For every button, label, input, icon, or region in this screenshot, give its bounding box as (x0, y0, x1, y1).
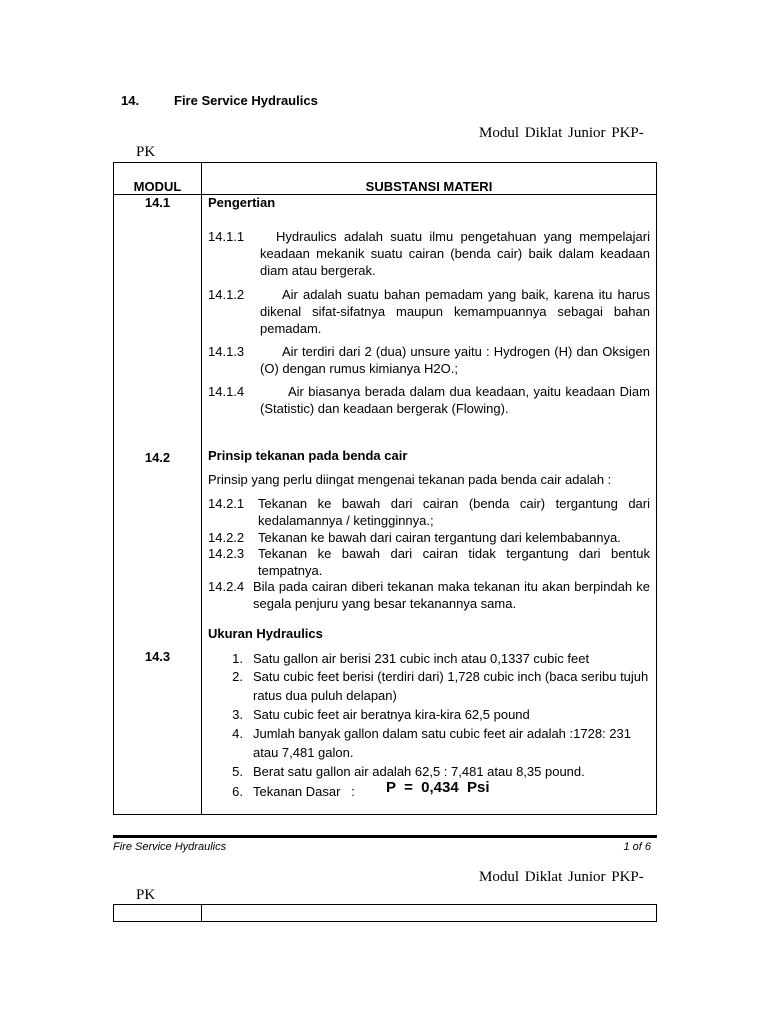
list-text: Satu cubic feet air beratnya kira-kira 62,5 pound (253, 707, 530, 722)
list-number: 2. (232, 669, 243, 684)
item-14-2-1 (208, 495, 650, 529)
list-number: 5. (232, 764, 243, 779)
item-number: 14.2.4 (208, 579, 245, 594)
section-number: 14. (121, 93, 140, 108)
item-text: Tekanan ke bawah dari cairan tergantung dari kelembabannya. (258, 530, 621, 545)
list-item (228, 649, 653, 668)
table-border-top (113, 162, 657, 163)
list-text: Satu cubic feet berisi (terdiri dari) 1,728 cubic inch (baca seribu tujuh ratus dua puluh delapan) (253, 669, 649, 703)
module-number-14-1: 14.1 (144, 195, 171, 210)
item-text: Hydraulics adalah suatu ilmu pengetahuan yang mempelajari keadaan mekanik suatu cairan (benda cair) baik dalam keadaan diam atau bergerak. (260, 229, 650, 278)
item-number: 14.1.4 (208, 384, 245, 399)
list-item (228, 705, 653, 724)
item-number: 14.1.1 (208, 229, 245, 244)
item-number: 14.1.2 (208, 287, 245, 302)
item-text: Tekanan ke bawah dari cairan (benda cair) tergantung dari kedalamannya / ketingginnya.; (258, 496, 650, 528)
next-table-divider (201, 905, 202, 921)
table-column-divider (201, 162, 202, 815)
item-text: Air terdiri dari 2 (dua) unsure yaitu : Hydrogen (H) dan Oksigen (O) dengan rumus kimianya H2O.; (260, 344, 650, 376)
heading-prinsip-tekanan: Prinsip tekanan pada benda cair (208, 448, 408, 463)
list-number: 3. (232, 707, 243, 722)
table-border-left (113, 162, 114, 815)
item-number: 14.2.1 (208, 496, 245, 511)
running-head-cont: PK (136, 144, 156, 160)
list-item (228, 667, 653, 705)
list-number: 1. (232, 651, 243, 666)
list-number: 6. (232, 784, 243, 799)
section-title: Fire Service Hydraulics (174, 93, 318, 108)
list-text: Satu gallon air berisi 231 cubic inch atau 0,1337 cubic feet (253, 651, 590, 666)
table-border-bottom (113, 814, 657, 815)
item-number: 14.1.3 (208, 344, 245, 359)
item-number: 14.2.3 (208, 546, 245, 561)
table-border-right (656, 162, 657, 815)
footer-title: Fire Service Hydraulics (113, 841, 227, 853)
page-number: 1 of 6 (623, 841, 651, 853)
item-14-2-2 (208, 529, 650, 546)
list-number: 4. (232, 726, 243, 741)
item-text: Air biasanya berada dalam dua keadaan, yaitu keadaan Diam (Statistic) dan keadaan bergerak (Flowing). (260, 384, 650, 416)
column-header-substansi: SUBSTANSI MATERI (365, 179, 493, 194)
prinsip-intro: Prinsip yang perlu diingat mengenai tekanan pada benda cair adalah : (208, 472, 612, 487)
item-14-2-4 (208, 578, 650, 612)
module-number-14-3: 14.3 (144, 649, 171, 664)
column-header-modul: MODUL (133, 179, 182, 194)
next-table (113, 904, 657, 922)
item-number: 14.2.2 (208, 530, 245, 545)
formula: P = 0,434 Psi (386, 779, 490, 796)
heading-pengertian: Pengertian (208, 195, 276, 210)
item-14-2-3 (208, 545, 650, 579)
item-14-1-3 (208, 343, 650, 377)
list-text: Tekanan Dasar : (253, 784, 355, 799)
list-text: Jumlah banyak gallon dalam satu cubic feet air adalah :1728: 231 atau 7,481 galon. (253, 726, 631, 760)
item-text: Air adalah suatu bahan pemadam yang baik, karena itu harus dikenal sifat-sifatnya maupun kemampuannya sebagai bahan pemadam. (260, 287, 650, 336)
footer-rule (113, 835, 657, 838)
running-head-next-cont: PK (136, 887, 156, 903)
item-text: Bila pada cairan diberi tekanan maka tekanan itu akan berpindah ke segala penjuru yang besar tekanannya sama. (253, 579, 650, 611)
list-item (228, 724, 653, 762)
item-14-1-2 (208, 286, 650, 337)
heading-ukuran-hydraulics: Ukuran Hydraulics (208, 626, 323, 641)
item-14-1-4 (208, 383, 650, 417)
item-14-1-1 (208, 228, 650, 279)
item-text: Tekanan ke bawah dari cairan tidak tergantung dari bentuk tempatnya. (258, 546, 650, 578)
running-head-next: Modul Diklat Junior PKP- (479, 869, 644, 885)
module-number-14-2: 14.2 (144, 450, 171, 465)
running-head: Modul Diklat Junior PKP- (479, 125, 644, 141)
list-text: Berat satu gallon air adalah 62,5 : 7,481 atau 8,35 pound. (253, 764, 585, 779)
